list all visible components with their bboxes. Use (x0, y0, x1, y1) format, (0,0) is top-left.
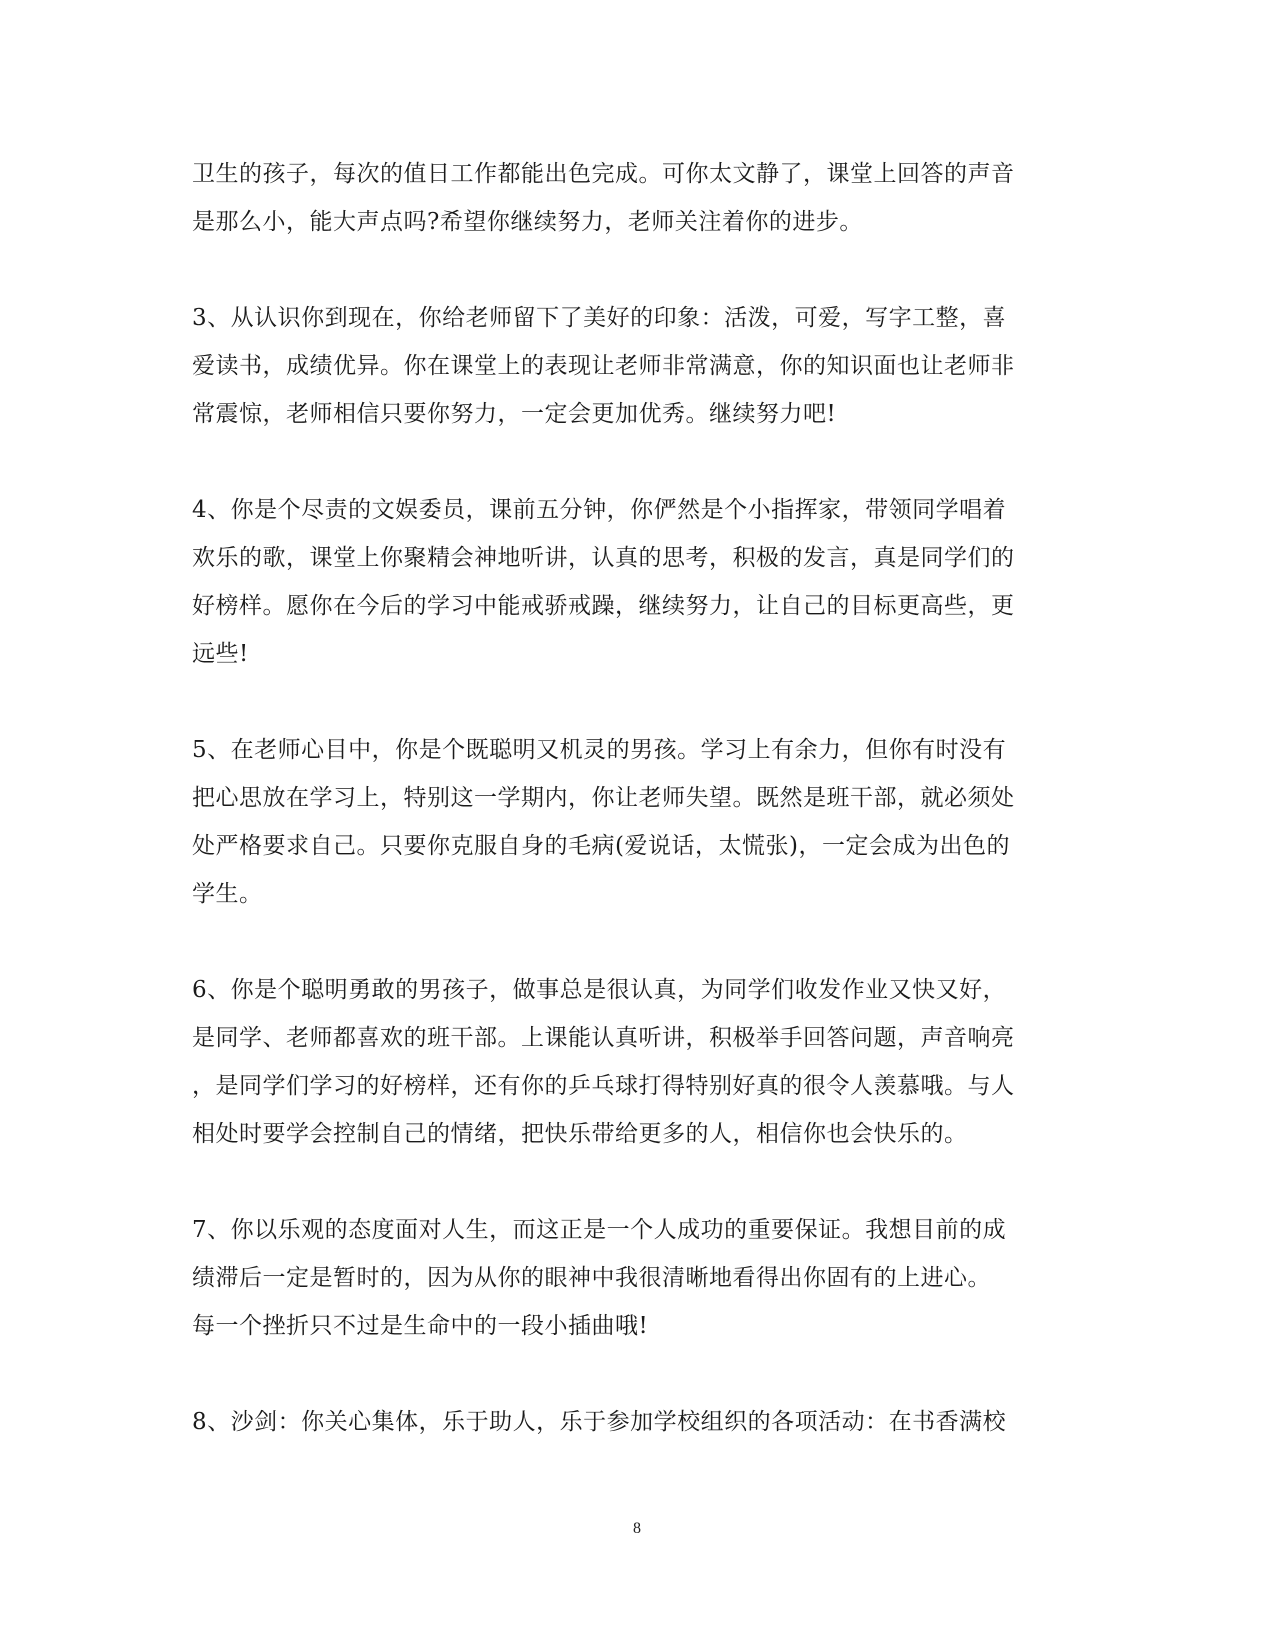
text-line: 爱读书，成绩优异。你在课堂上的表现让老师非常满意，你的知识面也让老师非 (192, 353, 1015, 379)
page-number: 8 (633, 1520, 641, 1537)
text-line: 学生。 (192, 881, 263, 907)
paragraph-gap (192, 246, 1072, 294)
paragraph-gap (192, 918, 1072, 966)
text-line: 3、从认识你到现在，你给老师留下了美好的印象：活泼，可爱，写字工整，喜 (192, 305, 1007, 331)
text-line: 是那么小，能大声点吗?希望你继续努力，老师关注着你的进步。 (192, 209, 863, 235)
text-line: 相处时要学会控制自己的情绪，把快乐带给更多的人，相信你也会快乐的。 (192, 1121, 968, 1147)
paragraph-7 (192, 1206, 1072, 1350)
text-line: 常震惊，老师相信只要你努力，一定会更加优秀。继续努力吧! (192, 401, 837, 427)
text-line: 是同学、老师都喜欢的班干部。上课能认真听讲，积极举手回答问题，声音响亮 (192, 1025, 1015, 1051)
text-line: 7、你以乐观的态度面对人生，而这正是一个人成功的重要保证。我想目前的成 (192, 1217, 1007, 1243)
text-line: 好榜样。愿你在今后的学习中能戒骄戒躁，继续努力，让自己的目标更高些，更 (192, 593, 1015, 619)
text-line: 欢乐的歌，课堂上你聚精会神地听讲，认真的思考，积极的发言，真是同学们的 (192, 545, 1015, 571)
paragraph-8 (192, 1398, 1072, 1446)
paragraph-gap (192, 438, 1072, 486)
text-line: 把心思放在学习上，特别这一学期内，你让老师失望。既然是班干部，就必须处 (192, 785, 1015, 811)
text-line: 6、你是个聪明勇敢的男孩子，做事总是很认真，为同学们收发作业又快又好， (192, 977, 1007, 1003)
text-line: ，是同学们学习的好榜样，还有你的乒乓球打得特别好真的很令人羡慕哦。与人 (192, 1073, 1015, 1099)
paragraph-6 (192, 966, 1072, 1158)
paragraph-gap (192, 1158, 1072, 1206)
text-line: 卫生的孩子，每次的值日工作都能出色完成。可你太文静了，课堂上回答的声音 (192, 161, 1015, 187)
text-line: 4、你是个尽责的文娱委员，课前五分钟，你俨然是个小指挥家，带领同学唱着 (192, 497, 1007, 523)
document-body (192, 150, 1072, 1446)
paragraph-3 (192, 294, 1072, 438)
text-line: 处严格要求自己。只要你克服自身的毛病(爱说话，太慌张)，一定会成为出色的 (192, 833, 1010, 859)
paragraph-gap (192, 678, 1072, 726)
text-line: 8、沙剑：你关心集体，乐于助人，乐于参加学校组织的各项活动：在书香满校 (192, 1409, 1007, 1435)
text-line: 绩滞后一定是暂时的，因为从你的眼神中我很清晰地看得出你固有的上进心。 (192, 1265, 991, 1291)
paragraph-4 (192, 486, 1072, 678)
paragraph-2-continuation (192, 150, 1072, 246)
text-line: 远些! (192, 641, 249, 667)
paragraph-gap (192, 1350, 1072, 1398)
paragraph-5 (192, 726, 1072, 918)
text-line: 5、在老师心目中，你是个既聪明又机灵的男孩。学习上有余力，但你有时没有 (192, 737, 1007, 763)
text-line: 每一个挫折只不过是生命中的一段小插曲哦! (192, 1313, 649, 1339)
